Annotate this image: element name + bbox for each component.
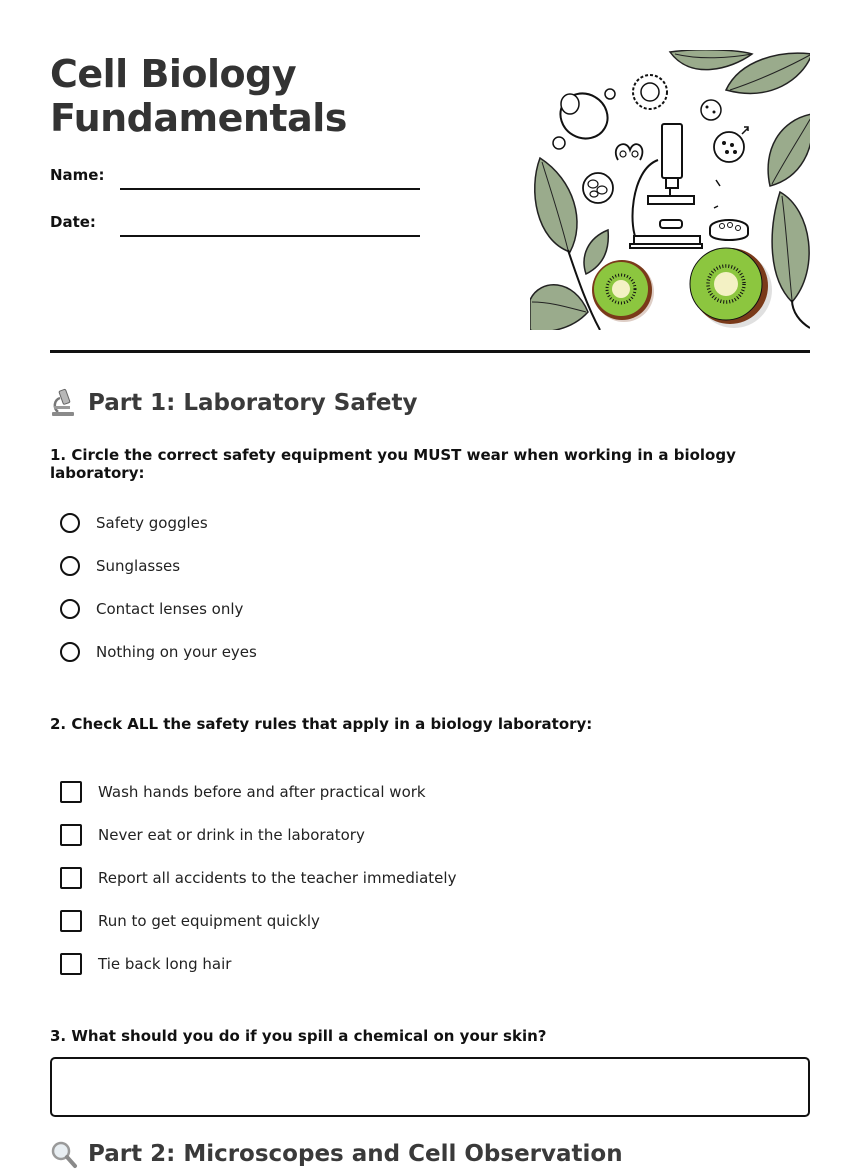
q3-answer-box[interactable] [50, 1057, 810, 1117]
q2-option-3-label: Report all accidents to the teacher immediately [98, 869, 457, 887]
q2-option-4[interactable] [60, 908, 320, 934]
q2-option-4-label: Run to get equipment quickly [98, 912, 320, 930]
round-cell-icon [583, 173, 613, 203]
kiwi-large-icon [690, 248, 772, 328]
worksheet-title [50, 52, 347, 140]
header-divider [50, 350, 810, 353]
q1-option-3-radio[interactable] [60, 599, 80, 619]
q1-option-2-radio[interactable] [60, 556, 80, 576]
q2-option-5-label: Tie back long hair [98, 955, 232, 973]
magnifier-icon [50, 1139, 78, 1169]
q2-option-1[interactable] [60, 779, 426, 805]
microscope-icon [50, 388, 78, 418]
q1-option-3-label: Contact lenses only [96, 600, 244, 618]
date-line[interactable] [120, 235, 420, 237]
q1-option-1[interactable] [60, 510, 208, 536]
title-line-2: Fundamentals [50, 96, 347, 140]
q1-option-4[interactable] [60, 639, 257, 665]
q2-option-5-checkbox[interactable] [60, 953, 82, 975]
kiwi-small-icon [592, 260, 654, 322]
q2-option-3[interactable] [60, 865, 456, 891]
q2-option-2-checkbox[interactable] [60, 824, 82, 846]
q1-option-2-label: Sunglasses [96, 557, 181, 575]
part1-title-text: Part 1: Laboratory Safety [88, 390, 418, 416]
question-2: 2. Check ALL the safety rules that apply in a biology laboratory: [50, 715, 593, 733]
q2-option-3-checkbox[interactable] [60, 867, 82, 889]
q2-option-5[interactable] [60, 951, 231, 977]
name-field[interactable] [50, 160, 420, 190]
biology-illustration-svg [530, 50, 810, 330]
date-label: Date: [50, 213, 96, 231]
leaf-right-low-icon [772, 192, 810, 328]
flower-cell-icon [633, 75, 667, 109]
q2-option-4-checkbox[interactable] [60, 910, 82, 932]
date-field[interactable] [50, 207, 420, 237]
name-line[interactable] [120, 188, 420, 190]
dotted-cell-icon [701, 100, 748, 162]
q1-option-4-label: Nothing on your eyes [96, 643, 257, 661]
question-3: 3. What should you do if you spill a chemical on your skin? [50, 1027, 547, 1045]
part1-title [50, 388, 417, 418]
q2-option-2-label: Never eat or drink in the laboratory [98, 826, 365, 844]
part2-title-text: Part 2: Microscopes and Cell Observation [88, 1141, 623, 1167]
biology-illustration [530, 50, 810, 330]
oval-cell-icon [552, 85, 616, 149]
part2-title [50, 1139, 623, 1169]
petri-dish-icon [710, 180, 748, 240]
leaf-bottom-left-icon [530, 285, 588, 330]
title-line-1: Cell Biology [50, 52, 297, 96]
q1-option-2[interactable] [60, 553, 180, 579]
q1-option-1-radio[interactable] [60, 513, 80, 533]
q2-option-2[interactable] [60, 822, 365, 848]
microscope-drawing-icon [630, 124, 702, 248]
leaf-right-mid-icon [768, 114, 810, 186]
question-1: 1. Circle the correct safety equipment you MUST wear when working in a biology laboratory: [50, 446, 736, 482]
q2-option-1-checkbox[interactable] [60, 781, 82, 803]
bean-cell-icon [616, 144, 643, 160]
q1-option-4-radio[interactable] [60, 642, 80, 662]
name-label: Name: [50, 166, 105, 184]
q1-option-3[interactable] [60, 596, 243, 622]
q1-option-1-label: Safety goggles [96, 514, 208, 532]
leaf-top-left-icon [670, 50, 752, 70]
q2-option-1-label: Wash hands before and after practical work [98, 783, 426, 801]
